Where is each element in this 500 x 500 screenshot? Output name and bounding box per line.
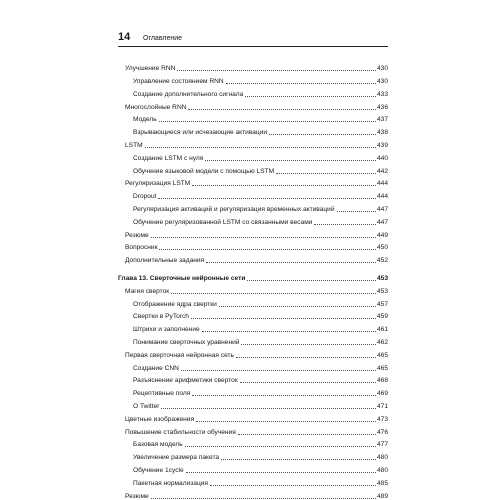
toc-entry-page: 447 xyxy=(376,218,388,226)
dot-leader xyxy=(196,421,376,422)
toc-entry-title: Создание дополнительного сигнала xyxy=(133,90,244,98)
running-title: Оглавление xyxy=(143,35,183,42)
toc-entry-page: 468 xyxy=(376,377,388,385)
toc-entry-page: 437 xyxy=(376,116,388,124)
toc-entry-page: 440 xyxy=(376,154,388,162)
toc-entry-title: Модель xyxy=(133,116,157,124)
toc-entry xyxy=(118,372,388,385)
dot-leader xyxy=(192,395,376,396)
toc-entry-title: О Twitter xyxy=(133,402,160,410)
dot-leader xyxy=(241,344,376,345)
toc-entry xyxy=(118,60,388,73)
toc-entry-page: 480 xyxy=(376,454,388,462)
dot-leader xyxy=(159,121,376,122)
toc-entry-title: Многослойные RNN xyxy=(125,103,187,111)
toc-entry xyxy=(118,385,388,398)
dot-leader xyxy=(151,237,376,238)
toc-entry-title: Рецептивные поля xyxy=(133,390,191,398)
toc-entry xyxy=(118,239,388,252)
toc-entry-title: LSTM xyxy=(125,141,143,149)
dot-leader xyxy=(238,434,376,435)
dot-leader xyxy=(219,306,376,307)
toc-entry-title: Вопросник xyxy=(125,244,158,252)
toc-entry xyxy=(118,124,388,137)
dot-leader xyxy=(269,134,376,135)
toc-entry-title: Резюме xyxy=(125,231,149,239)
toc-entry xyxy=(118,137,388,150)
dot-leader xyxy=(171,293,376,294)
dot-leader xyxy=(161,408,376,409)
toc-entry-page: 439 xyxy=(376,141,388,149)
toc-entry xyxy=(118,475,388,488)
toc-entry-page: 461 xyxy=(376,326,388,334)
dot-leader xyxy=(181,370,376,371)
toc-entry xyxy=(118,201,388,214)
toc-entry-title: Глава 13. Сверточные нейронные сети xyxy=(118,274,246,282)
dot-leader xyxy=(240,382,376,383)
toc-entry-page: 447 xyxy=(376,205,388,213)
dot-leader xyxy=(177,70,376,71)
toc-entry xyxy=(118,252,388,265)
toc-entry-page: 477 xyxy=(376,441,388,449)
dot-leader xyxy=(210,485,376,486)
toc-entry-page: 471 xyxy=(376,402,388,410)
toc-entry-page: 449 xyxy=(376,231,388,239)
toc-entry-title: Отображение ядра свертки xyxy=(133,300,217,308)
toc-entry-page: 452 xyxy=(376,257,388,265)
toc-entry xyxy=(118,295,388,308)
dot-leader xyxy=(236,357,376,358)
toc-entry-title: Увеличение размера пакета xyxy=(133,454,220,462)
page-number: 14 xyxy=(118,31,131,43)
toc-entry-title: Цветные изображения xyxy=(125,415,195,423)
toc-entry xyxy=(118,98,388,111)
toc-entry xyxy=(118,334,388,347)
toc-entry-page: 459 xyxy=(376,313,388,321)
toc-entry xyxy=(118,283,388,296)
dot-leader xyxy=(151,498,376,499)
toc-entry-page: 489 xyxy=(376,492,388,500)
toc-entry-title: Дополнительные задания xyxy=(125,257,205,265)
toc-entry-title: Магия сверток xyxy=(125,287,170,295)
toc-entry-page: 453 xyxy=(376,287,388,295)
toc-entry-title: Разъяснение арифметики сверток xyxy=(133,377,238,385)
toc-entry-title: Создание LSTM с нуля xyxy=(133,154,204,162)
dot-leader xyxy=(226,83,376,84)
toc-entry xyxy=(118,150,388,163)
toc-entry xyxy=(118,423,388,436)
dot-leader xyxy=(188,109,376,110)
toc-entry-title: Свертки в PyTorch xyxy=(133,313,189,321)
toc-entry-title: Резюме xyxy=(125,492,149,500)
toc-entry-page: 430 xyxy=(376,65,388,73)
toc-entry-title: Базовая модель xyxy=(133,441,183,449)
toc-entry-title: Создание CNN xyxy=(133,364,179,372)
toc-entry-page: 469 xyxy=(376,390,388,398)
toc-entry xyxy=(118,214,388,227)
dot-leader xyxy=(337,211,376,212)
toc-entry-page: 476 xyxy=(376,428,388,436)
toc-entry-title: Управление состоянием RNN xyxy=(133,78,224,85)
dot-leader xyxy=(191,318,376,319)
toc-entry-page: 430 xyxy=(376,78,388,85)
dot-leader xyxy=(247,280,376,281)
toc-entry-page: 453 xyxy=(376,274,388,282)
toc-entry-page: 438 xyxy=(376,129,388,137)
toc-entry-title: Штрихи и заполнение xyxy=(133,326,200,334)
toc-entry xyxy=(118,449,388,462)
page-header xyxy=(118,26,388,47)
toc-entry-page: 444 xyxy=(376,193,388,201)
dot-leader xyxy=(202,331,376,332)
toc-entry xyxy=(118,398,388,411)
toc-entry xyxy=(118,175,388,188)
toc-entry-page: 465 xyxy=(376,351,388,359)
toc-entry xyxy=(118,308,388,321)
toc-entry-page: 433 xyxy=(376,90,388,98)
toc-entry xyxy=(118,347,388,360)
toc-entry-title: Первая сверточная нейронная сеть xyxy=(125,351,234,359)
dot-leader xyxy=(185,446,376,447)
toc-entry-page: 442 xyxy=(376,167,388,175)
toc-entry-page: 462 xyxy=(376,338,388,346)
dot-leader xyxy=(221,459,376,460)
toc-entry-title: Обучение регуляризованной LSTM со связанными весами xyxy=(133,218,313,226)
toc-entry-title: Регуляризация LSTM xyxy=(125,180,191,188)
table-of-contents xyxy=(118,60,388,500)
toc-entry-page: 473 xyxy=(376,415,388,423)
dot-leader xyxy=(158,198,376,199)
toc-entry-page: 480 xyxy=(376,466,388,474)
dot-leader xyxy=(314,224,376,225)
toc-entry-page: 450 xyxy=(376,244,388,252)
toc-entry xyxy=(118,487,388,500)
dot-leader xyxy=(192,185,376,186)
toc-entry-page: 465 xyxy=(376,364,388,372)
dot-leader xyxy=(245,96,376,97)
toc-entry-title: Регуляризация активаций и регуляризация временных активаций xyxy=(133,205,335,213)
toc-entry-page: 444 xyxy=(376,180,388,188)
toc-entry-title: Пакетная нормализация xyxy=(133,479,208,487)
dot-leader xyxy=(276,173,376,174)
toc-entry-title: Взрывающиеся или исчезающие активации xyxy=(133,129,268,137)
toc-entry xyxy=(118,111,388,124)
toc-entry xyxy=(118,436,388,449)
toc-entry xyxy=(118,411,388,424)
toc-entry xyxy=(118,162,388,175)
toc-entry xyxy=(118,73,388,86)
toc-entry-page: 457 xyxy=(376,300,388,308)
dot-leader xyxy=(159,249,376,250)
toc-entry xyxy=(118,188,388,201)
toc-entry xyxy=(118,321,388,334)
toc-entry-title: Обучение 1cycle xyxy=(133,466,184,474)
toc-entry-title: Улучшение RNN xyxy=(125,65,176,73)
toc-entry xyxy=(118,462,388,475)
toc-entry-page: 485 xyxy=(376,479,388,487)
toc-entry xyxy=(118,226,388,239)
toc-entry xyxy=(118,86,388,99)
dot-leader xyxy=(186,472,376,473)
toc-entry-title: Понимание сверточных уравнений xyxy=(133,338,240,346)
dot-leader xyxy=(205,160,376,161)
toc-chapter xyxy=(118,270,388,283)
toc-entry-title: Dropout xyxy=(133,193,157,201)
toc-entry xyxy=(118,359,388,372)
toc-entry-title: Обучение языковой модели с помощью LSTM xyxy=(133,167,275,175)
toc-entry-page: 436 xyxy=(376,103,388,111)
toc-entry-title: Повышение стабильности обучения xyxy=(125,428,236,436)
dot-leader xyxy=(206,262,376,263)
dot-leader xyxy=(145,147,376,148)
